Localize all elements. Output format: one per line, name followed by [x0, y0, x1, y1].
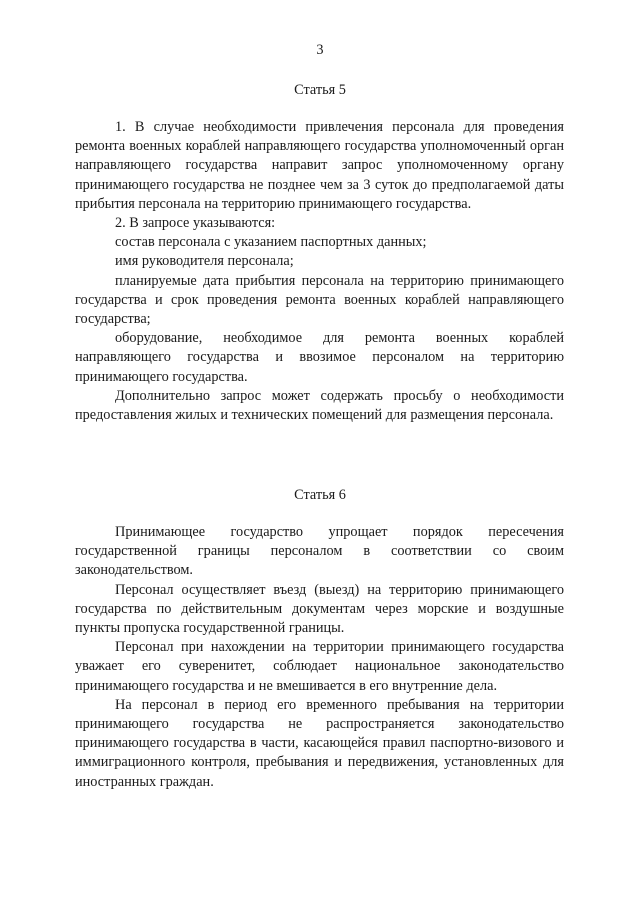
article-6-paragraph-1: Принимающее государство упрощает порядок пересечения государственной границы персоналом в соответствии со своим законодательством. [75, 524, 564, 579]
article-5-paragraph-2: 2. В запросе указываются: [115, 215, 276, 232]
article-6-paragraph-4: На персонал в период его временного пребывания на территории принимающего государства не распространяется законодательство принимающего государства в части, касающейся правил паспортно-визового и иммиграционного контроля, пребывания и передвижения, установленных для иностранных граждан. [75, 696, 564, 790]
article-5-paragraph-7: Дополнительно запрос может содержать просьбу о необходимости предоставления жилых и технических помещений для размещения персонала. [75, 387, 564, 424]
article-5-paragraph-3: состав персонала с указанием паспортных данных; [115, 234, 427, 251]
page-number: 3 [316, 42, 324, 58]
article-5-body [75, 118, 564, 425]
article-5-heading: Статья 5 [294, 82, 346, 98]
article-6-paragraph-3: Персонал при нахождении на территории принимающего государства уважает его суверенитет, соблюдает национальное законодательство принимающего государства и не вмешивается в его внутренние дела. [75, 639, 564, 694]
article-5-paragraph-1: 1. В случае необходимости привлечения персонала для проведения ремонта военных кораблей направляющего государства уполномоченный орган направляющего государства направит запрос уполномоченному органу принимающего государства не позднее чем за 3 суток до предполагаемой даты прибытия персонала на территорию принимающего государства. [75, 119, 564, 212]
article-6-heading: Статья 6 [294, 487, 346, 503]
article-6-body [75, 523, 564, 792]
article-5-paragraph-5: планируемые дата прибытия персонала на территорию принимающего государства и срок проведения ремонта военных кораблей направляющего государства; [75, 272, 564, 328]
article-5-paragraph-6: оборудование, необходимое для ремонта военных кораблей направляющего государства и ввозимое персоналом на территорию принимающего государства. [75, 330, 564, 385]
article-5-paragraph-4: имя руководителя персонала; [115, 253, 294, 270]
article-6-paragraph-2: Персонал осуществляет въезд (выезд) на территорию принимающего государства по действительным документам через морские и воздушные пункты пропуска государственной границы. [75, 581, 564, 637]
